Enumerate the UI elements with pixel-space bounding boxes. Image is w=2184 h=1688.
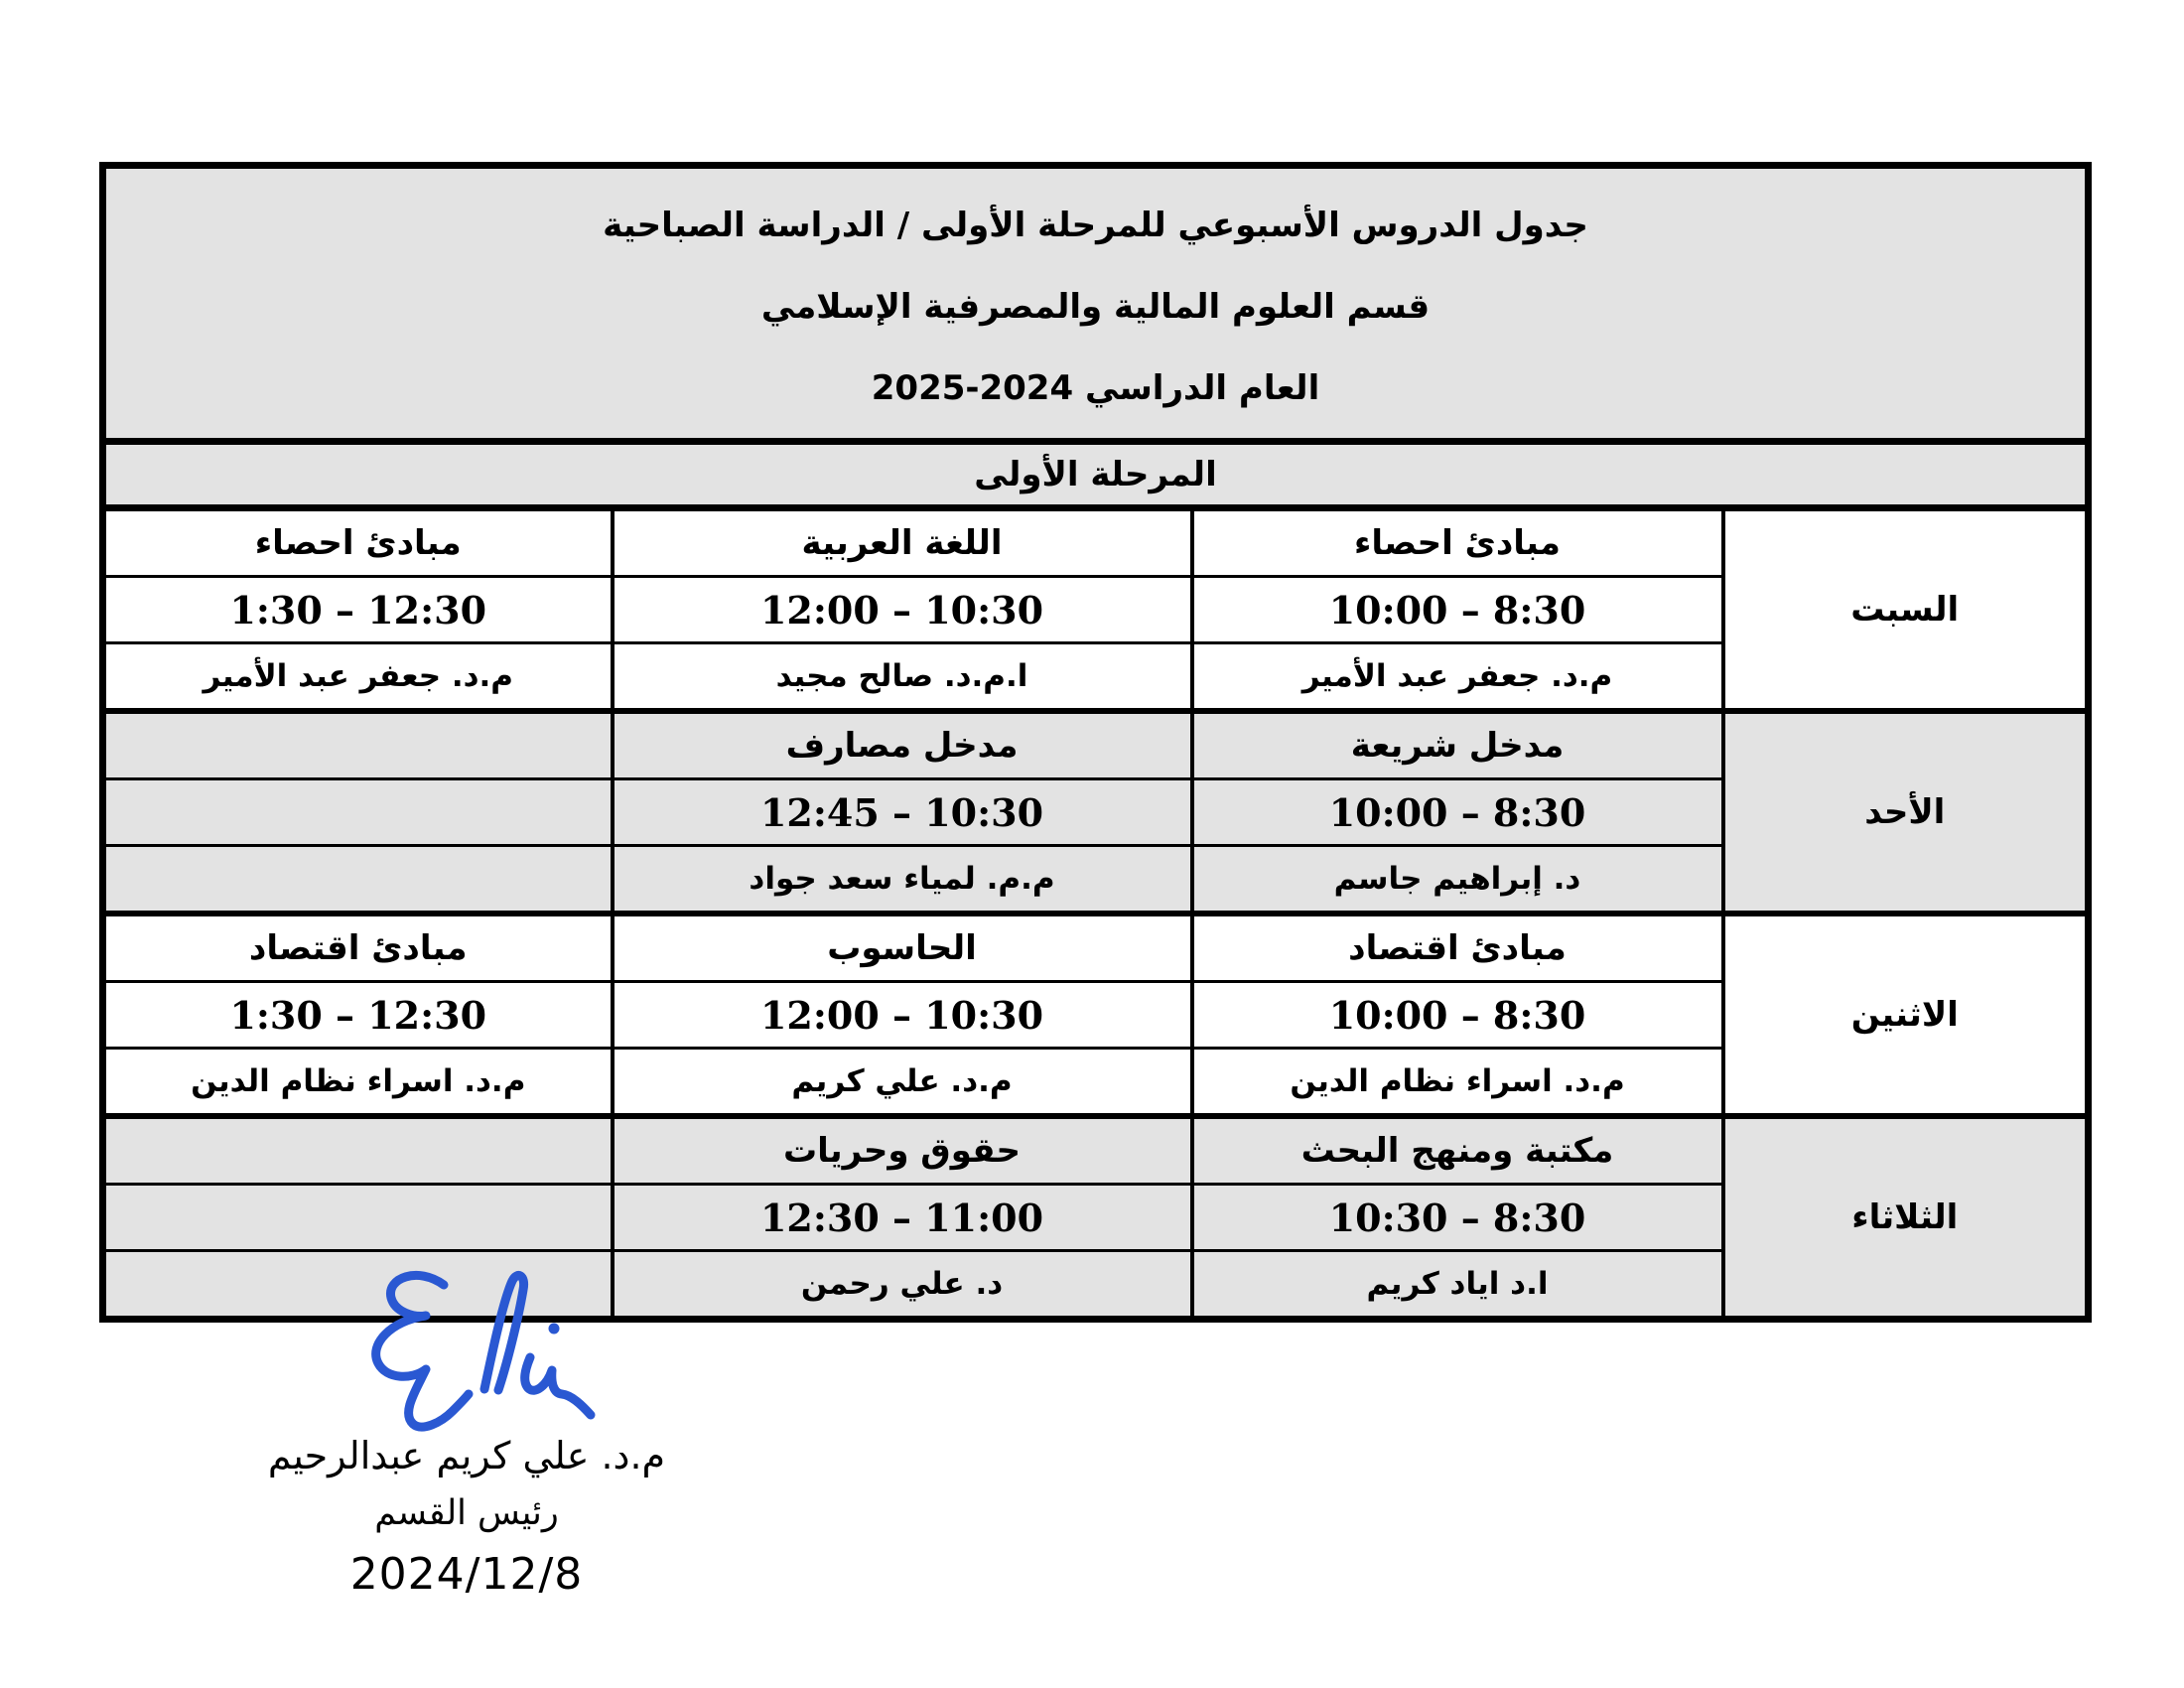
signature-block	[139, 1263, 794, 1600]
section-header-row	[103, 442, 2089, 508]
time-cell: 10:00 – 8:30	[1192, 779, 1723, 846]
subject-cell: مبادئ احصاء	[103, 508, 613, 577]
instructor-cell: م.د. اسراء نظام الدين	[103, 1049, 613, 1117]
signature-scribble	[356, 1263, 605, 1440]
day-cell-sunday: الأحد	[1723, 711, 2089, 914]
time-cell	[103, 779, 613, 846]
time-cell: 10:30 – 8:30	[1192, 1185, 1723, 1251]
instructor-cell: ا.د اياد كريم	[1192, 1251, 1723, 1320]
title-line-2: قسم العلوم المالية والمصرفية الإسلامي	[760, 287, 1431, 327]
signer-name: م.د. علي كريم عبدالرحيم	[267, 1434, 666, 1477]
instructor-cell: ا.م.د. صالح مجيد	[613, 643, 1192, 712]
signature-date: 2024/12/8	[349, 1549, 584, 1600]
time-cell: 12:45 – 10:30	[613, 779, 1192, 846]
subject-cell: مدخل شريعة	[1192, 711, 1723, 779]
instructor-cell: م.م. لمياء سعد جواد	[613, 846, 1192, 914]
time-cell: 12:30 – 11:00	[613, 1185, 1192, 1251]
schedule-sheet	[99, 162, 2085, 1323]
instructor-cell: م.د. جعفر عبد الأمير	[1192, 643, 1723, 712]
subject-cell: حقوق وحريات	[613, 1116, 1192, 1185]
title-line-1: جدول الدروس الأسبوعي للمرحلة الأولى / الدراسة الصباحية	[603, 206, 1588, 245]
subject-cell: مبادئ احصاء	[1192, 508, 1723, 577]
table-row	[103, 508, 2089, 577]
subject-cell: اللغة العربية	[613, 508, 1192, 577]
time-cell: 12:00 – 10:30	[613, 577, 1192, 643]
subject-cell: مكتبة ومنهج البحث	[1192, 1116, 1723, 1185]
subject-cell: مدخل مصارف	[613, 711, 1192, 779]
instructor-cell: م.د. جعفر عبد الأمير	[103, 643, 613, 712]
instructor-cell	[103, 846, 613, 914]
section-header-cell: المرحلة الأولى	[103, 442, 2089, 508]
title-line-3: العام الدراسي 2025-2024	[871, 368, 1320, 408]
academic-year: 2025-2024	[871, 368, 1074, 408]
instructor-cell: د. علي رحمن	[613, 1251, 1192, 1320]
table-row	[103, 914, 2089, 982]
subject-cell	[103, 711, 613, 779]
time-cell: 12:00 – 10:30	[613, 982, 1192, 1049]
time-cell: 1:30 – 12:30	[103, 982, 613, 1049]
table-row	[103, 711, 2089, 779]
subject-cell: مبادئ اقتصاد	[103, 914, 613, 982]
title-cell	[103, 166, 2089, 442]
instructor-cell: م.د. اسراء نظام الدين	[1192, 1049, 1723, 1117]
time-cell: 10:00 – 8:30	[1192, 577, 1723, 643]
day-cell-tuesday: الثلاثاء	[1723, 1116, 2089, 1320]
table-row	[103, 1116, 2089, 1185]
day-cell-monday: الاثنين	[1723, 914, 2089, 1116]
time-cell	[103, 1185, 613, 1251]
signer-title: رئيس القسم	[374, 1493, 559, 1533]
instructor-cell: م.د. علي كريم	[613, 1049, 1192, 1117]
subject-cell: مبادئ اقتصاد	[1192, 914, 1723, 982]
day-cell-saturday: السبت	[1723, 508, 2089, 712]
time-cell: 10:00 – 8:30	[1192, 982, 1723, 1049]
subject-cell: الحاسوب	[613, 914, 1192, 982]
subject-cell	[103, 1116, 613, 1185]
title-block	[103, 166, 2089, 442]
schedule-table	[99, 162, 2092, 1323]
instructor-cell: د. إبراهيم جاسم	[1192, 846, 1723, 914]
time-cell: 1:30 – 12:30	[103, 577, 613, 643]
